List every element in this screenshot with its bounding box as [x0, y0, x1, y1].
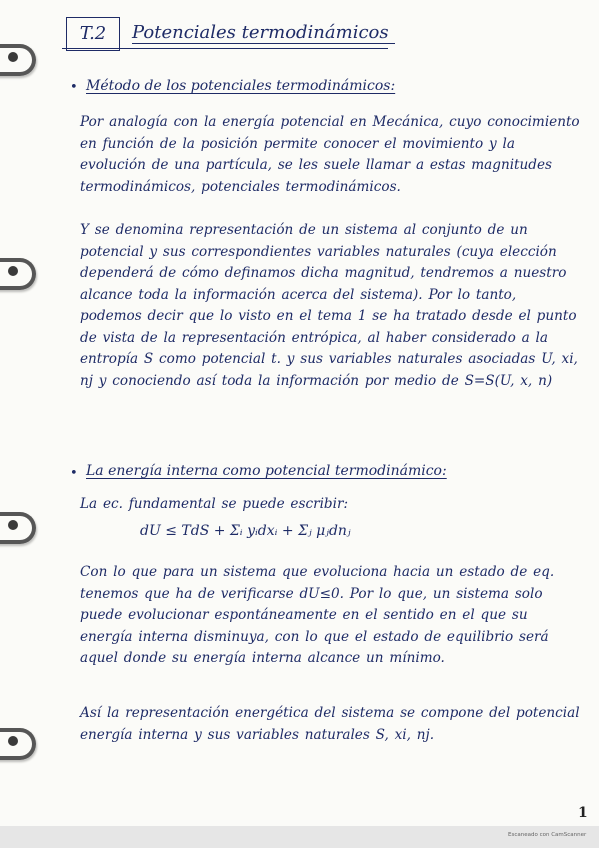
section-heading-internal-energy: La energía interna como potencial termodinámico: — [86, 463, 447, 479]
section-bullet: • — [70, 466, 78, 481]
binder-ring — [0, 728, 36, 760]
paragraph-analogy: Por analogía con la energía potencial en Mecánica, cuyo conocimiento en función de la posición permite conocer el movimiento y la evolución de una partícula, se les suele llamar a estas magnitudes termodinámicos, potenciales termodinámicos. — [80, 114, 580, 195]
paragraph-representation: Y se denomina representación de un sistema al conjunto de un potencial y sus correspondientes variables naturales (cuya elección dependerá de cómo definamos dicha magnitud, tendremos a nuestro alcance toda la información acerca del sistema). Por lo tanto, podemos decir que lo visto en el tema 1 se ha tratado desde el punto de vista de la representación entrópica, al haber considerado a la entropía S como potencial t. y sus variables naturales asociadas U, xi, nj y conociendo así toda la información por medio de S=S(U, x, n) — [80, 222, 578, 389]
binder-ring — [0, 512, 36, 544]
page-title: Potenciales termodinámicos — [132, 22, 395, 44]
paragraph-fundamental-eq: La ec. fundamental se puede escribir: — [80, 496, 349, 512]
topic-number: T.2 — [66, 17, 120, 51]
paragraph-evolution: Con lo que para un sistema que evoluciona hacia un estado de eq. tenemos que ha de verificarse dU≤0. Por lo que, un sistema solo puede evolucionar espontáneamente en el sentido en el que su energía interna disminuya, con lo que el estado de equilibrio será aquel donde su energía interna alcance un mínimo. — [80, 564, 555, 666]
formula-fundamental: dU ≤ TdS + Σᵢ yᵢdxᵢ + Σⱼ μⱼdnⱼ — [140, 523, 351, 539]
binder-ring — [0, 258, 36, 290]
binder-ring — [0, 44, 36, 76]
scanner-watermark: Escaneado con CamScanner — [508, 832, 587, 838]
paragraph-energetic-representation: Así la representación energética del sistema se compone del potencial energía interna y sus variables naturales S, xi, nj. — [80, 705, 580, 743]
page-number: 1 — [578, 805, 588, 821]
section-heading-method: Método de los potenciales termodinámicos: — [86, 78, 396, 94]
section-bullet: • — [70, 80, 78, 95]
header-rule — [62, 48, 388, 49]
